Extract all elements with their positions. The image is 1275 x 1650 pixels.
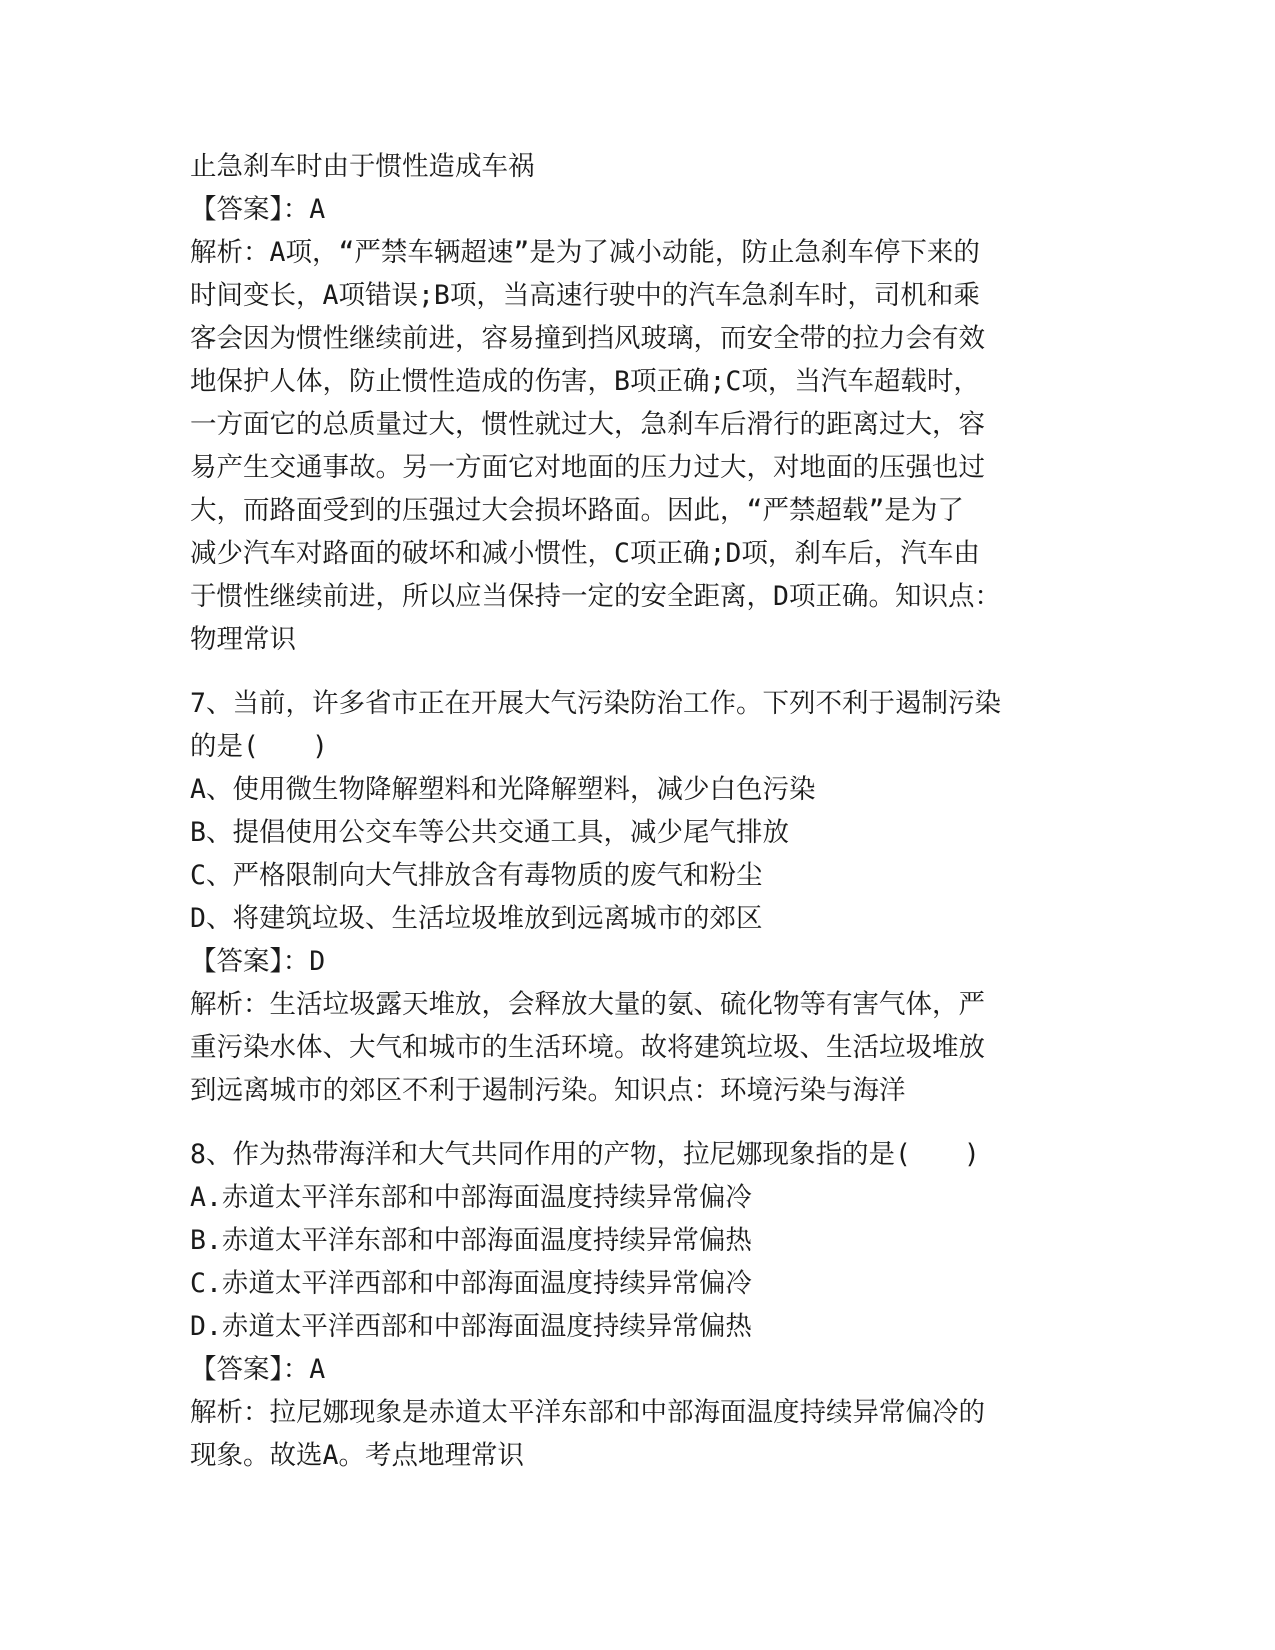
- question-spacer: [190, 661, 1090, 682]
- q6-explanation-line: 时间变长，A项错误;B项，当高速行驶中的汽车急刹车时，司机和乘: [190, 280, 980, 311]
- page-content: [190, 145, 1090, 1477]
- q6-answer: 【答案】：A: [190, 194, 326, 225]
- q8-explanation-line: 解析：拉尼娜现象是赤道太平洋东部和中部海面温度持续异常偏冷的: [190, 1397, 985, 1428]
- q7-option-b: B、提倡使用公交车等公共交通工具，减少尾气排放: [190, 817, 789, 848]
- q6-option-d-continuation: 止急刹车时由于惯性造成车祸: [190, 151, 535, 182]
- q6-explanation-line: 解析：A项，“严禁车辆超速”是为了减小动能，防止急刹车停下来的: [190, 237, 980, 268]
- q8-explanation-line: 现象。故选A。考点地理常识: [190, 1440, 524, 1471]
- q7-explanation-line: 解析：生活垃圾露天堆放，会释放大量的氨、硫化物等有害气体，严: [190, 989, 985, 1020]
- q8-answer: 【答案】：A: [190, 1354, 326, 1385]
- question-spacer: [190, 1112, 1090, 1133]
- q7-stem: 7、当前，许多省市正在开展大气污染防治工作。下列不利于遏制污染: [190, 688, 1001, 719]
- q8-stem: 8、作为热带海洋和大气共同作用的产物，拉尼娜现象指的是( ): [190, 1139, 980, 1170]
- q7-explanation-line: 到远离城市的郊区不利于遏制污染。知识点：环境污染与海洋: [190, 1075, 906, 1106]
- q6-explanation-line: 易产生交通事故。另一方面它对地面的压力过大，对地面的压强也过: [190, 452, 985, 483]
- q7-option-c: C、严格限制向大气排放含有毒物质的废气和粉尘: [190, 860, 763, 891]
- question-8: [190, 1133, 1090, 1477]
- q6-explanation-line: 物理常识: [190, 624, 296, 655]
- q7-answer: 【答案】：D: [190, 946, 326, 977]
- question-7: [190, 682, 1090, 1112]
- q7-option-a: A、使用微生物降解塑料和光降解塑料，减少白色污染: [190, 774, 816, 805]
- q6-explanation-line: 客会因为惯性继续前进，容易撞到挡风玻璃，而安全带的拉力会有效: [190, 323, 985, 354]
- q7-explanation-line: 重污染水体、大气和城市的生活环境。故将建筑垃圾、生活垃圾堆放: [190, 1032, 985, 1063]
- q6-explanation-line: 大，而路面受到的压强过大会损坏路面。因此，“严禁超载”是为了: [190, 495, 964, 526]
- question-6-tail: [190, 145, 1090, 661]
- q8-option-b: B.赤道太平洋东部和中部海面温度持续异常偏热: [190, 1225, 752, 1256]
- q6-explanation-line: 于惯性继续前进，所以应当保持一定的安全距离，D项正确。知识点：: [190, 581, 1001, 612]
- q8-option-c: C.赤道太平洋西部和中部海面温度持续异常偏冷: [190, 1268, 752, 1299]
- q6-explanation-line: 减少汽车对路面的破坏和减小惯性，C项正确;D项，刹车后，汽车由: [190, 538, 980, 569]
- q7-stem: 的是( ): [190, 731, 328, 762]
- q8-option-a: A.赤道太平洋东部和中部海面温度持续异常偏冷: [190, 1182, 752, 1213]
- q7-option-d: D、将建筑垃圾、生活垃圾堆放到远离城市的郊区: [190, 903, 763, 934]
- q6-explanation-line: 地保护人体，防止惯性造成的伤害，B项正确;C项，当汽车超载时，: [190, 366, 980, 397]
- q6-explanation-line: 一方面它的总质量过大，惯性就过大，急刹车后滑行的距离过大，容: [190, 409, 985, 440]
- q8-option-d: D.赤道太平洋西部和中部海面温度持续异常偏热: [190, 1311, 752, 1342]
